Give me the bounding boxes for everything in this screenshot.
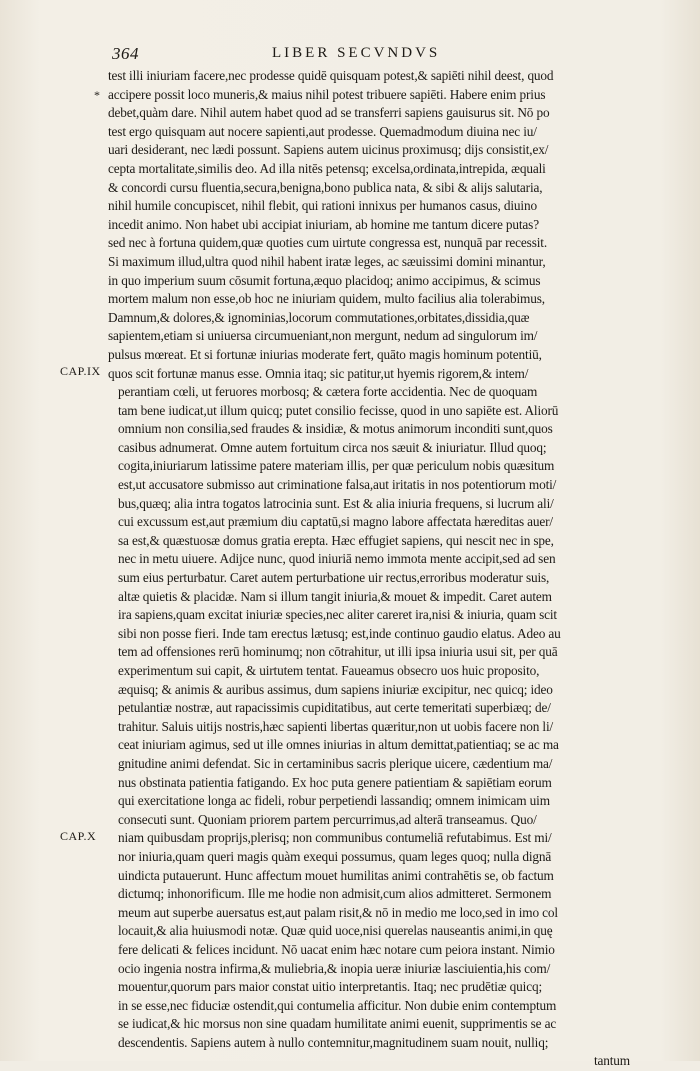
text-line: perantiam cœli, ut feruores morbosq; & cætera forte accidentia. Nec de quoquam [118,384,538,400]
text-line: accipere possit loco muneris,& maius nihil potest tribuere sapiēti. Habere enim prius [108,86,546,102]
text-line: experimentum sui capit, & uirtutem tentat. Faueamus obsecro uos huic proposito, [118,663,540,678]
text-line: incedit animo. Non habet ubi accipiat iniuriam, ab homine me tantum dicere putas? [108,216,539,232]
text-line: nus obstinata patientia fatigando. Ex hoc puta genere patientiam & sapiētiam eorum [118,774,552,790]
margin-chapter-9: CAP.IX [60,364,101,378]
page-number: 364 [112,44,139,63]
text-line: Damnum,& dolores,& ignominias,locorum commutationes,orbitates,dissidia,quæ [108,309,530,325]
margin-asterisk: * [94,88,100,102]
text-line: mortem malum non esse,ob hoc ne iniuriam quidem, multo facilius alia tolerabimus, [108,291,545,307]
margin-chapter-10: CAP.X [60,829,97,843]
text-line: casibus adnumerat. Omne autem fortuitum circa nos sæuit & iniuriatur. Illud quoq; [118,439,547,455]
text-line: nor iniuria,quam queri magis quàm exequi possumus, quam leges quoq; nulla dignā [118,848,552,864]
text-line: pulsus mœreat. Et si fortunæ iniurias moderate fert, quāto magis hominum potentiū, [108,346,542,362]
text-line: mouentur,quorum pars maior constat uitio interpretantis. Itaq; nec prudētiæ quicq; [118,979,543,995]
text-line: descendentis. Sapiens autem à nullo contemnitur,magnitudinem suam nouit, nulliq; [118,1034,549,1050]
text-line: omnium non consilia,sed fraudes & insidiæ, & motus animorum inconditi sunt,quos [118,421,553,437]
text-line: test illi iniuriam facere,nec prodesse quidē quisquam potest,& sapiēti nihil deest, quod [108,68,554,83]
text-line: sum eius perturbatur. Caret autem perturbatione uir rectus,erroribus moderatur suis, [118,570,550,586]
text-line: altæ quietis & placidæ. Nam si illum tangit iniuria,& mouet & impedit. Caret autem [118,588,552,604]
page-header [112,44,632,66]
text-line: Si maximum illud,ultra quod nihil habent iratæ leges, ac sæuissimi domini minantur, [108,253,546,269]
text-line: uari desiderant, nec lædi possunt. Sapiens autem uicinus proximusq; dijs consistit,ex/ [108,142,549,158]
text-line: est,ut accusatore submisso aut criminatione falsa,aut iritatis in nos potentiorum moti/ [118,477,557,493]
text-line: æquisq; & animis & auribus assimus, dum sapiens iniuriæ excipitur, nec quicq; ideo [118,681,553,697]
text-line: dictumq; inhonorificum. Ille me hodie non admisit,cum alios admitteret. Sermonem [118,886,552,902]
text-line: trahitur. Saluis uitijs nostris,hæc sapienti libertas quæritur,non ut uobis facere non li/ [118,718,554,734]
text-line: test ergo quisquam aut nocere sapienti,aut prodesse. Quemadmodum diuina nec iu/ [108,123,537,139]
text-line: consecuti sunt. Quoniam priorem partem percurrimus,ad alterā transeamus. Quo/ [118,811,537,827]
text-line: nihil humile concupiscet, nihil flebit, qui rationi innixus per humanos casus, diuino [108,198,537,214]
running-head: LIBER SECVNDVS [272,45,441,61]
text-line: sibi non posse fieri. Inde tam erectus lætusq; est,inde continuo gaudio elatus. Adeo au [118,625,561,641]
text-line: sapientem,etiam si uniuersa circumueniant,non mergunt, nedum ad singulorum im/ [108,328,538,344]
text-line: se iudicat,& hic morsus non sine quadam humilitate animi euenit, supprimentis se ac [118,1016,557,1032]
text-line: quos scit fortunæ manus esse. Omnia itaq; sic patitur,ut hyemis rigorem,& intem/ [108,365,529,381]
text-line: sed nec à fortuna quidem,quæ quoties cum uirtute congressa est, nunquā par recessit. [108,235,547,251]
text-line: locauit,& alia huiusmodi notæ. Quæ quid uoce,nisi querelas nauseantis animi,in quę [118,923,553,939]
text-line: gnitudine animi defendat. Sic in certaminibus sacris plerique uicere, cædentium ma/ [118,755,553,771]
text-line: bus,quæq; alia intra togatos latrocinia sunt. Est & alia iniuria frequens, si lucrum ali/ [118,495,554,511]
body-text [108,67,634,1071]
catchword: tantum [593,1053,630,1069]
text-line: in se esse,nec fiduciæ ostendit,qui contumelia afficitur. Non dubie enim contemptum [118,997,557,1013]
text-line: cogita,iniuriarum latissime patere materiam illis, per quæ periculum nobis quæsitum [118,458,555,474]
text-line: cui excussum est,aut præmium diu captatū,si magno labore affectata hæreditas auer/ [118,514,553,530]
text-line: tem ad offensiones rerū hominumq; non cōtrahitur, ut illi ipsa iniuria usui sit, per quā [118,644,558,660]
text-line: nec in metu uiuere. Adijce nunc, quod iniuriā nemo immota mente accipit,sed ad sen [118,551,556,567]
text-line: uindicta putauerunt. Hunc affectum mouet humilitas animi contrahētis se, ob factum [118,867,554,883]
text-line: fere delicati & felices incidunt. Nō uacat enim hæc notare cum peiora instant. Nimio [118,941,555,957]
text-line: & concordi cursu fluentia,secura,benigna,bono publica nata, & sibi & alijs salutaria, [108,179,543,195]
text-line: ocio ingenia nostra infirma,& muliebria,& inopia ueræ iniuriæ lasciuientia,his com/ [118,960,551,976]
text-line: cepta mortalitate,similis deo. Ad illa nitēs petensq; excelsa,ordinata,intrepida, æquali [108,160,546,176]
text-line: in quo imperium suum cōsumit fortuna,æquo placidoq; animo accipimus, & scimus [108,272,541,288]
text-line: debet,quàm dare. Nihil autem habet quod ad se transferri sapiens gauisurus sit. Nō po [108,105,550,121]
text-line: ira sapiens,quam excitat iniuriæ species,nec aliter careret ira,nisi & iniuria, quam scit [118,607,557,623]
text-line: petulantiæ nostræ, aut rapacissimis cupiditatibus, aut certe temeritati superbiæq; de/ [118,700,551,716]
text-line: tam bene iudicat,ut illum quicq; putet consilio fecisse, quod in uno sapiēte est. Aliorū [118,402,559,418]
text-line: niam quibusdam proprijs,plerisq; non communibus contumeliā refutabimus. Est mi/ [118,830,552,846]
text-line: qui exercitatione longa ac fideli, robur perpetiendi lassandiq; omnem inimicam uim [118,793,550,809]
text-line: sa est,& quæstuosæ domus gratia erepta. Hæc effugiet sapiens, qui nescit nec in spe, [118,532,554,548]
text-line: ceat iniuriam agimus, sed ut ille omnes iniurias in altum demittat,patientiaq; se ac ma [118,737,559,753]
text-line: meum aut superbe auersatus est,aut palam risit,& nō in medio me loco,sed in imo col [118,904,558,920]
